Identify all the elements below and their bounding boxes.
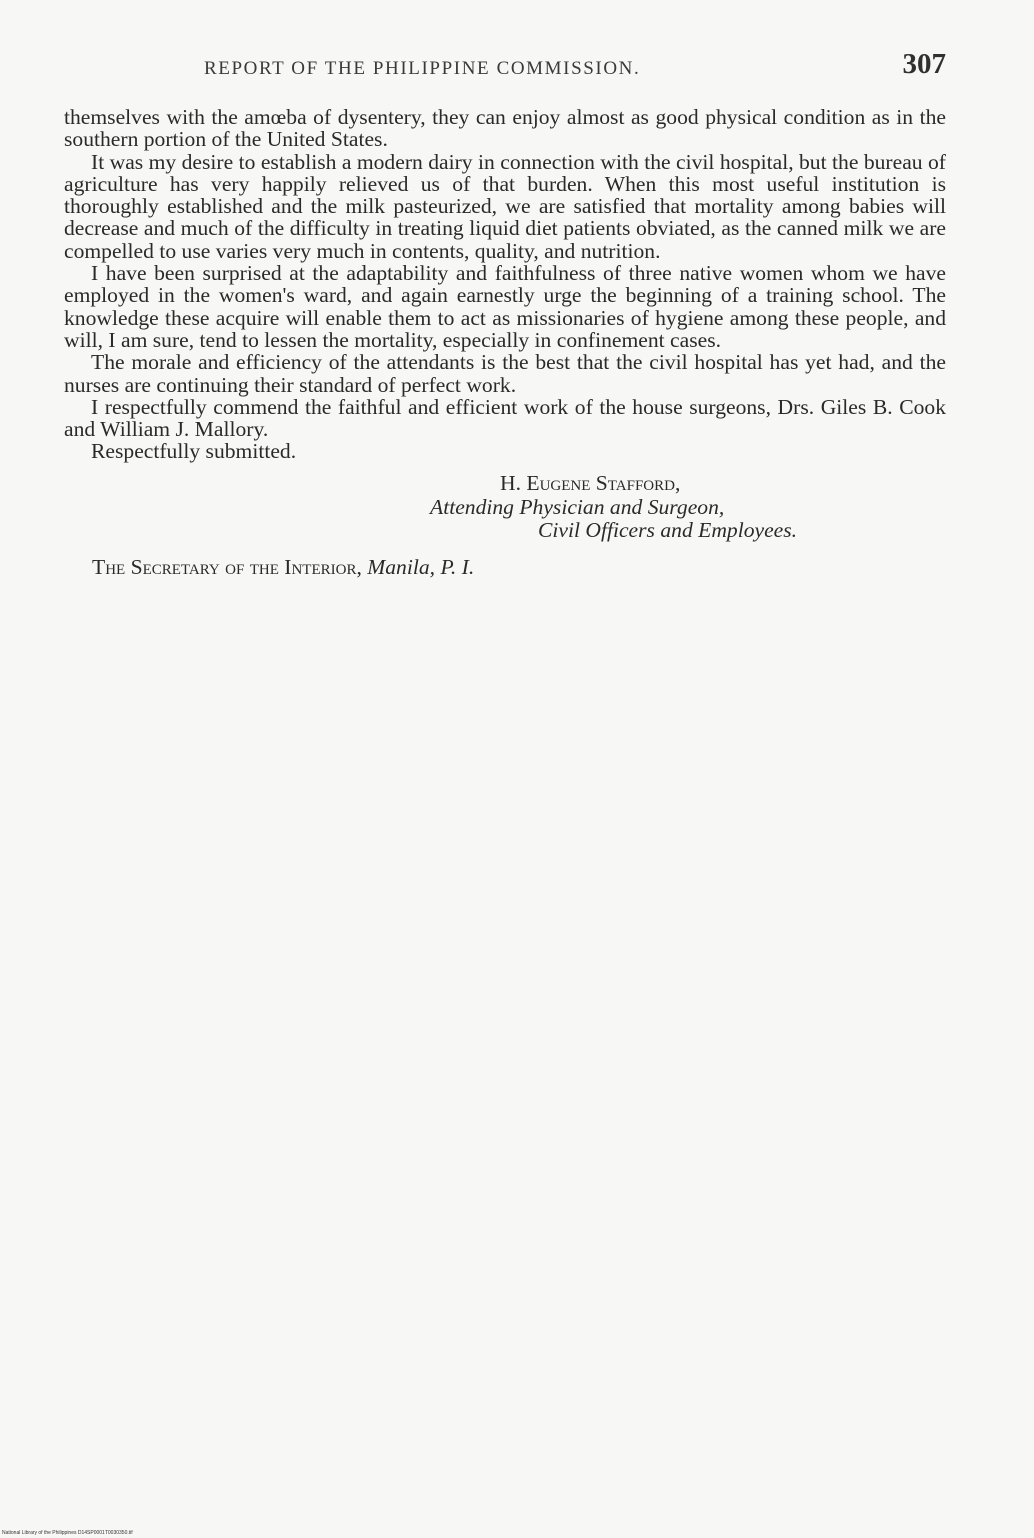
document-page — [64, 44, 946, 580]
signatory-title: Attending Physician and Surgeon, — [430, 494, 725, 519]
addressee-line — [64, 555, 946, 580]
signature-block — [64, 467, 946, 542]
report-body — [64, 106, 946, 440]
page-number: 307 — [902, 48, 946, 80]
paragraph-native-women: I have been surprised at the adaptability and faithfulness of three native women whom we have employed in the women's ward, and again earnestly urge the beginning of a training school. The knowledge these acquire will enable them to act as missionaries of hygiene among these people, and will, I am sure, tend to lessen the mortality, especially in confinement cases. — [64, 261, 946, 352]
running-title: REPORT OF THE PHILIPPINE COMMISSION. — [204, 58, 641, 79]
paragraph-continuation: themselves with the amœba of dysentery, they can enjoy almost as good physical condition as in the southern portion of the United States. — [64, 105, 946, 152]
paragraph-morale: The morale and efficiency of the attendants is the best that the civil hospital has yet had, and the nurses are continuing their standard of perfect work. — [64, 350, 946, 397]
closing-line: Respectfully submitted. — [91, 439, 297, 464]
paragraph-commendation: I respectfully commend the faithful and efficient work of the house surgeons, Drs. Giles B. Cook and William J. Mallory. — [64, 394, 946, 442]
scan-footer: National Library of the Philippines D14SP0001T0030350.tif — [2, 1530, 133, 1536]
running-head — [64, 44, 946, 84]
addressee-place: Manila, P. I. — [367, 554, 475, 579]
signatory-organization: Civil Officers and Employees. — [538, 517, 798, 542]
signatory-name: H. Eugene Stafford, — [500, 470, 681, 495]
paragraph-dairy: It was my desire to establish a modern dairy in connection with the civil hospital, but the bureau of agriculture has very happily relieved us of that burden. When this most useful institution is thoroughly established and the milk pasteurized, we are satisfied that mortality among babies will decrease and much of the difficulty in treating liquid diet patients obviated, as the canned milk we are compelled to use varies very much in contents, quality, and nutrition. — [64, 149, 946, 263]
addressee-recipient: The Secretary of the Interior, — [92, 554, 362, 579]
